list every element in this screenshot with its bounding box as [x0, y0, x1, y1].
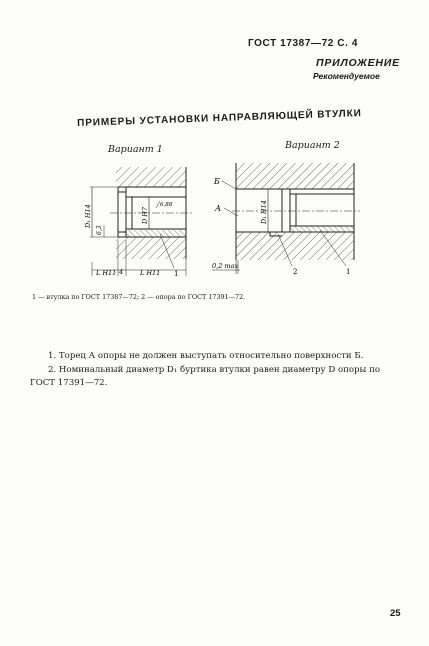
- rz-label: 6,88: [160, 202, 173, 208]
- note-2-continuation: ГОСТ 17391—72.: [30, 378, 108, 388]
- drawing1-callout-1: 1: [174, 270, 179, 278]
- dim-4-label: 4: [119, 268, 124, 276]
- drawing2-d1-label: D₁ H14: [260, 200, 268, 224]
- standard-header: ГОСТ 17387—72 С. 4: [248, 38, 359, 49]
- drawing-variant-2: [212, 163, 360, 274]
- surface-b-label: Б: [214, 177, 220, 186]
- roughness-label: 6,3: [96, 225, 103, 235]
- appendix-title: ПРИЛОЖЕНИЕ: [316, 57, 400, 69]
- appendix-status: Рекомендуемое: [313, 71, 380, 81]
- d-dimension-label: D H7: [141, 206, 149, 224]
- variant-2-label: Вариант 2: [285, 140, 340, 151]
- note-2: 2. Номинальный диаметр D₁ буртика втулки равен диаметру D опоры по: [48, 365, 381, 375]
- l-left-label: L H11: [96, 269, 117, 277]
- end-face-a-label: А: [215, 204, 222, 213]
- note-1: 1. Торец А опоры не должен выступать относительно поверхности Б.: [48, 351, 364, 361]
- figure-caption: 1 — втулка по ГОСТ 17387—72; 2 — опора по ГОСТ 17391—72.: [32, 293, 246, 301]
- page-number: 25: [390, 608, 401, 619]
- variant-1-label: Вариант 1: [108, 144, 163, 155]
- drawing2-callout-2: 2: [293, 268, 298, 276]
- gap-label: 0,2 max: [212, 262, 239, 270]
- l-right-label: L H11: [140, 269, 161, 277]
- drawing2-callout-1: 1: [346, 268, 351, 276]
- d1-dimension-label: D₁ H14: [84, 204, 92, 228]
- section-title: ПРИМЕРЫ УСТАНОВКИ НАПРАВЛЯЮЩЕЙ ВТУЛКИ: [77, 108, 362, 129]
